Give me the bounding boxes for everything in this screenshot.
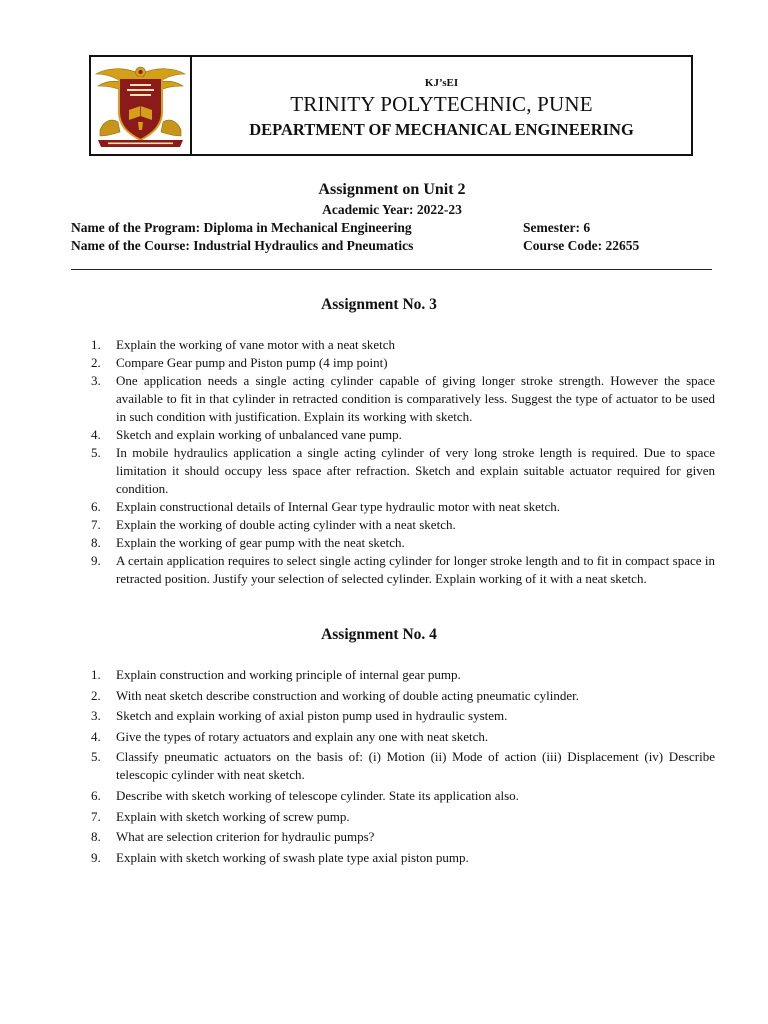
question-text: Explain constructional details of Internal Gear type hydraulic motor with neat sketch.: [116, 499, 561, 514]
header-text-block: [192, 57, 691, 154]
institute-header: [89, 55, 693, 156]
list-item: [91, 372, 715, 426]
question-text: Explain with sketch working of swash plate type axial piston pump.: [116, 849, 469, 865]
question-list-assignment-3: [91, 336, 715, 588]
institute-short-name: KJ’sEI: [424, 77, 459, 89]
course-code: Course Code: 22655: [523, 238, 640, 253]
list-item: [91, 534, 715, 552]
program-name: Name of the Program: Diploma in Mechanical Engineering: [71, 220, 412, 235]
question-number: 8.: [91, 535, 101, 550]
question-number: 9.: [91, 849, 101, 865]
question-text: Sketch and explain working of axial piston pump used in hydraulic system.: [116, 708, 508, 724]
question-text: Give the types of rotary actuators and explain any one with neat sketch.: [116, 728, 489, 744]
question-list-assignment-4: [91, 666, 715, 869]
question-number: 1.: [91, 667, 101, 682]
question-number: 2.: [91, 687, 101, 703]
list-item: [91, 687, 715, 705]
question-text: In mobile hydraulics application a single acting cylinder of very long stroke length is required. Due to space limitation it should occupy less space after refraction. Sketch and explain suitable actuator required for given condition.: [116, 445, 715, 496]
question-number: 1.: [91, 337, 101, 352]
question-number: 6.: [91, 787, 101, 803]
question-number: 3.: [91, 373, 101, 388]
list-item: [91, 707, 715, 725]
question-number: 5.: [91, 445, 101, 460]
question-text: Describe with sketch working of telescope cylinder. State its application also.: [116, 787, 519, 803]
list-item: [91, 787, 715, 805]
question-text: Explain the working of vane motor with a neat sketch: [116, 337, 396, 352]
list-item: [91, 426, 715, 444]
semester: Semester: 6: [523, 220, 591, 235]
section-title-assignment-4: Assignment No. 4: [321, 626, 437, 643]
question-text: One application needs a single acting cylinder capable of giving longer stroke strength. However the space available to fit in that cylinder in retracted condition is comparatively less. Suggest the type of actuator to be used in such condition with justification. Explain its working with sketch.: [116, 373, 715, 424]
question-number: 6.: [91, 499, 101, 514]
question-text: Explain with sketch working of screw pump.: [116, 808, 350, 824]
question-number: 3.: [91, 708, 101, 724]
list-item: [91, 444, 715, 498]
question-number: 5.: [91, 749, 101, 765]
question-text: A certain application requires to select single acting cylinder for longer stroke length and to fit in compact space in retracted position. Justify your selection of selected cylinder. Explain working of it with a neat sketch.: [116, 553, 715, 586]
assignment-title: Assignment on Unit 2: [318, 181, 466, 198]
question-number: 4.: [91, 427, 101, 442]
question-number: 2.: [91, 355, 101, 370]
question-number: 7.: [91, 517, 101, 532]
question-text: Explain construction and working principle of internal gear pump.: [116, 667, 461, 682]
list-item: [91, 498, 715, 516]
question-text: Sketch and explain working of unbalanced vane pump.: [116, 427, 402, 442]
list-item: [91, 666, 715, 684]
question-number: 8.: [91, 829, 101, 845]
list-item: [91, 728, 715, 746]
logo-cell: [91, 57, 192, 154]
question-text: Explain the working of double acting cylinder with a neat sketch.: [116, 517, 456, 532]
list-item: [91, 828, 715, 846]
department-name: DEPARTMENT OF MECHANICAL ENGINEERING: [249, 120, 634, 139]
header-divider: [71, 269, 712, 270]
question-text: Explain the working of gear pump with the neat sketch.: [116, 535, 405, 550]
academic-year: Academic Year: 2022-23: [322, 202, 462, 217]
list-item: [91, 748, 715, 784]
list-item: [91, 849, 715, 867]
list-item: [91, 808, 715, 826]
list-item: [91, 516, 715, 534]
section-title-assignment-3: Assignment No. 3: [321, 296, 437, 313]
question-text: Classify pneumatic actuators on the basis of: (i) Motion (ii) Mode of action (iii) Displacement (iv) Describe telescopic cylinder with neat sketch.: [116, 749, 715, 783]
institute-name: TRINITY POLYTECHNIC, PUNE: [290, 92, 593, 116]
question-number: 4.: [91, 728, 101, 744]
course-name: Name of the Course: Industrial Hydraulics and Pneumatics: [71, 238, 414, 253]
list-item: [91, 354, 715, 372]
question-text: With neat sketch describe construction and working of double acting pneumatic cylinder.: [116, 687, 580, 703]
question-text: What are selection criterion for hydraulic pumps?: [116, 829, 375, 845]
question-text: Compare Gear pump and Piston pump (4 imp point): [116, 355, 388, 370]
list-item: [91, 336, 715, 354]
question-number: 7.: [91, 808, 101, 824]
list-item: [91, 552, 715, 588]
question-number: 9.: [91, 553, 101, 568]
institute-logo-icon: [94, 60, 187, 151]
